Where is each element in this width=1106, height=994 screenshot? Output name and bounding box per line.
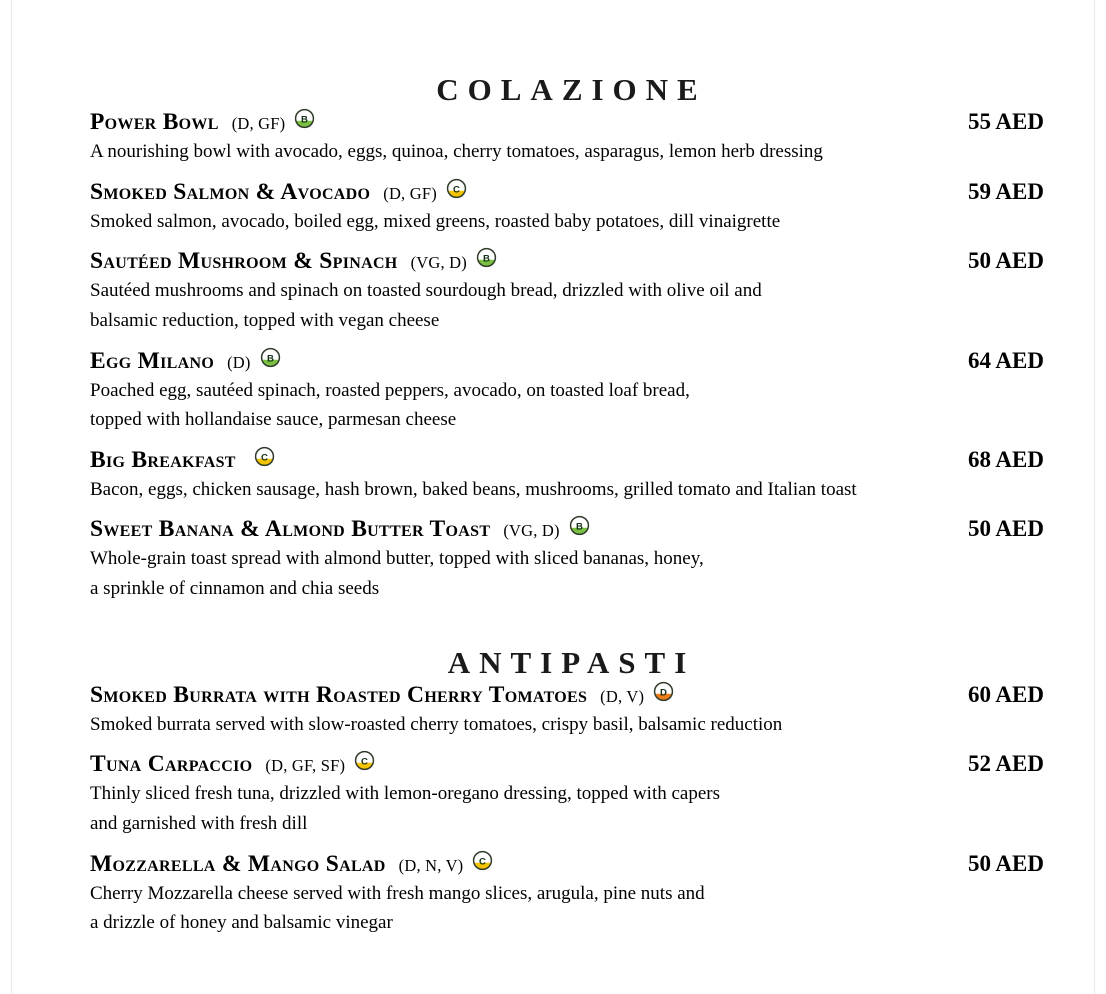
- item-gap: [90, 504, 1044, 515]
- menu-item-name: Smoked Burrata with Roasted Cherry Tomatoes: [90, 681, 588, 708]
- description-line: Bacon, eggs, chicken sausage, hash brown, baked beans, mushrooms, grilled tomato and Italian toast: [90, 478, 857, 500]
- menu-item-name: Sautéed Mushroom & Spinach: [90, 248, 398, 275]
- menu-item-allergen-tags: (D, V): [600, 686, 645, 706]
- description-line: Thinly sliced fresh tuna, drizzled with lemon-oregano dressing, topped with capers: [90, 783, 720, 805]
- description-line: Poached egg, sautéed spinach, roasted peppers, avocado, on toasted loaf bread,: [90, 379, 690, 401]
- menu-item-header: [90, 750, 1044, 778]
- menu-list-antipasti: [90, 681, 1044, 949]
- menu-item-price: 64 AED: [967, 347, 1044, 373]
- menu-item-header: [90, 850, 1044, 878]
- item-gap: [90, 435, 1044, 446]
- menu-item-price: 60 AED: [967, 681, 1044, 707]
- menu-item-allergen-tags: (D, N, V): [398, 855, 464, 875]
- menu-item-header: [90, 347, 1044, 375]
- menu-item-name-group: [90, 750, 375, 778]
- svg-text:B: B: [482, 253, 490, 265]
- menu-item-header: [90, 446, 1044, 474]
- menu-item-allergen-tags: (D, GF, SF): [265, 756, 346, 776]
- svg-text:B: B: [301, 114, 309, 126]
- nutri-score-b-icon: [569, 515, 590, 536]
- menu-item-name: Mozzarella & Mango Salad: [90, 850, 386, 877]
- description-line: and garnished with fresh dill: [90, 812, 308, 834]
- description-line: Sautéed mushrooms and spinach on toasted sourdough bread, drizzled with olive oil and: [90, 280, 762, 302]
- menu-item-description: [90, 207, 970, 237]
- menu-item-price: 52 AED: [967, 751, 1044, 777]
- menu-item-description: [90, 544, 970, 603]
- menu-list-colazione: [90, 108, 1044, 615]
- description-line: Whole-grain toast spread with almond butter, topped with sliced bananas, honey,: [90, 548, 704, 570]
- menu-item[interactable]: [90, 850, 1044, 949]
- menu-item[interactable]: [90, 347, 1044, 446]
- nutri-score-b-icon: [260, 347, 281, 368]
- menu-item-allergen-tags: (D): [227, 352, 251, 372]
- nutri-score-c-icon: [472, 850, 493, 871]
- menu-item-price: 68 AED: [967, 446, 1044, 472]
- item-gap: [90, 336, 1044, 347]
- nutri-score-b-icon: [294, 108, 315, 129]
- item-gap: [90, 839, 1044, 850]
- menu-item[interactable]: [90, 750, 1044, 849]
- svg-text:D: D: [660, 686, 668, 698]
- menu-item-name: Tuna Carpaccio: [90, 751, 253, 778]
- item-gap: [90, 167, 1044, 178]
- description-line: Smoked salmon, avocado, boiled egg, mixed greens, roasted baby potatoes, dill vinaigrette: [90, 210, 781, 232]
- description-line: Cherry Mozzarella cheese served with fresh mango slices, arugula, pine nuts and: [90, 882, 705, 904]
- menu-item-price: 50 AED: [967, 516, 1044, 542]
- item-gap: [90, 938, 1044, 949]
- menu-item[interactable]: [90, 515, 1044, 614]
- menu-item-header: [90, 247, 1044, 275]
- menu-item-allergen-tags: (D, GF): [383, 183, 437, 203]
- nutri-score-c-icon: [354, 750, 375, 771]
- nutri-score-c-icon: [446, 178, 467, 199]
- menu-item-name-group: [90, 108, 315, 136]
- nutri-score-c-icon: [254, 446, 275, 467]
- menu-item[interactable]: [90, 178, 1044, 248]
- nutri-score-d-icon: [653, 681, 674, 702]
- svg-text:C: C: [361, 756, 369, 768]
- menu-item-name: Smoked Salmon & Avocado: [90, 178, 371, 205]
- nutri-score-b-icon: [476, 247, 497, 268]
- menu-item-description: [90, 475, 970, 505]
- menu-item-name-group: [90, 515, 590, 543]
- menu-item-allergen-tags: (D, GF): [231, 114, 286, 133]
- description-line: a sprinkle of cinnamon and chia seeds: [90, 578, 380, 599]
- menu-item-price: 55 AED: [967, 109, 1044, 134]
- menu-item[interactable]: [90, 446, 1044, 516]
- svg-text:C: C: [452, 183, 460, 195]
- menu-item-price: 50 AED: [967, 850, 1044, 876]
- menu-item-description: [90, 879, 970, 938]
- menu-item-name-group: [90, 247, 497, 275]
- description-line: topped with hollandaise sauce, parmesan cheese: [90, 409, 457, 431]
- menu-item-description: [90, 137, 970, 167]
- menu-item-name: Egg Milano: [90, 347, 215, 374]
- menu-item[interactable]: [90, 247, 1044, 346]
- item-gap: [90, 236, 1044, 247]
- description-line: a drizzle of honey and balsamic vinegar: [90, 912, 393, 934]
- svg-text:C: C: [260, 452, 268, 464]
- menu-item-header: [90, 515, 1044, 543]
- svg-text:B: B: [575, 521, 583, 533]
- svg-text:B: B: [266, 352, 274, 364]
- menu-item-header: [90, 108, 1044, 136]
- menu-item-name-group: [90, 178, 467, 206]
- item-gap: [90, 739, 1044, 750]
- menu-sections: [90, 0, 1044, 949]
- description-line: Smoked burrata served with slow-roasted cherry tomatoes, crispy basil, balsamic reduction: [90, 713, 783, 735]
- menu-item-name: Power Bowl: [90, 109, 219, 135]
- menu-item[interactable]: [90, 681, 1044, 751]
- menu-item-description: [90, 376, 970, 435]
- menu-item-header: [90, 681, 1044, 709]
- item-gap: [90, 604, 1044, 615]
- section-title-antipasti: ANTIPASTI: [447, 644, 696, 680]
- menu-item-price: 50 AED: [967, 248, 1044, 274]
- menu-item-price: 59 AED: [967, 178, 1044, 204]
- svg-text:C: C: [479, 855, 487, 867]
- menu-item-name-group: [90, 446, 275, 474]
- menu-item-description: [90, 710, 970, 740]
- menu-item-header: [90, 178, 1044, 206]
- menu-item-description: [90, 276, 970, 335]
- menu-item[interactable]: [90, 108, 1044, 178]
- menu-item-name-group: [90, 681, 674, 709]
- menu-item-name-group: [90, 347, 281, 375]
- menu-item-name: Sweet Banana & Almond Butter Toast: [90, 516, 491, 543]
- menu-item-allergen-tags: (VG, D): [503, 521, 560, 541]
- description-line: A nourishing bowl with avocado, eggs, quinoa, cherry tomatoes, asparagus, lemon herb dressing: [90, 141, 823, 162]
- section-title-colazione: COLAZIONE: [436, 72, 707, 107]
- menu-item-allergen-tags: (VG, D): [410, 253, 467, 273]
- menu-item-name-group: [90, 850, 493, 878]
- description-line: balsamic reduction, topped with vegan cheese: [90, 309, 440, 331]
- menu-item-description: [90, 779, 970, 838]
- menu-item-name: Big Breakfast: [90, 446, 236, 473]
